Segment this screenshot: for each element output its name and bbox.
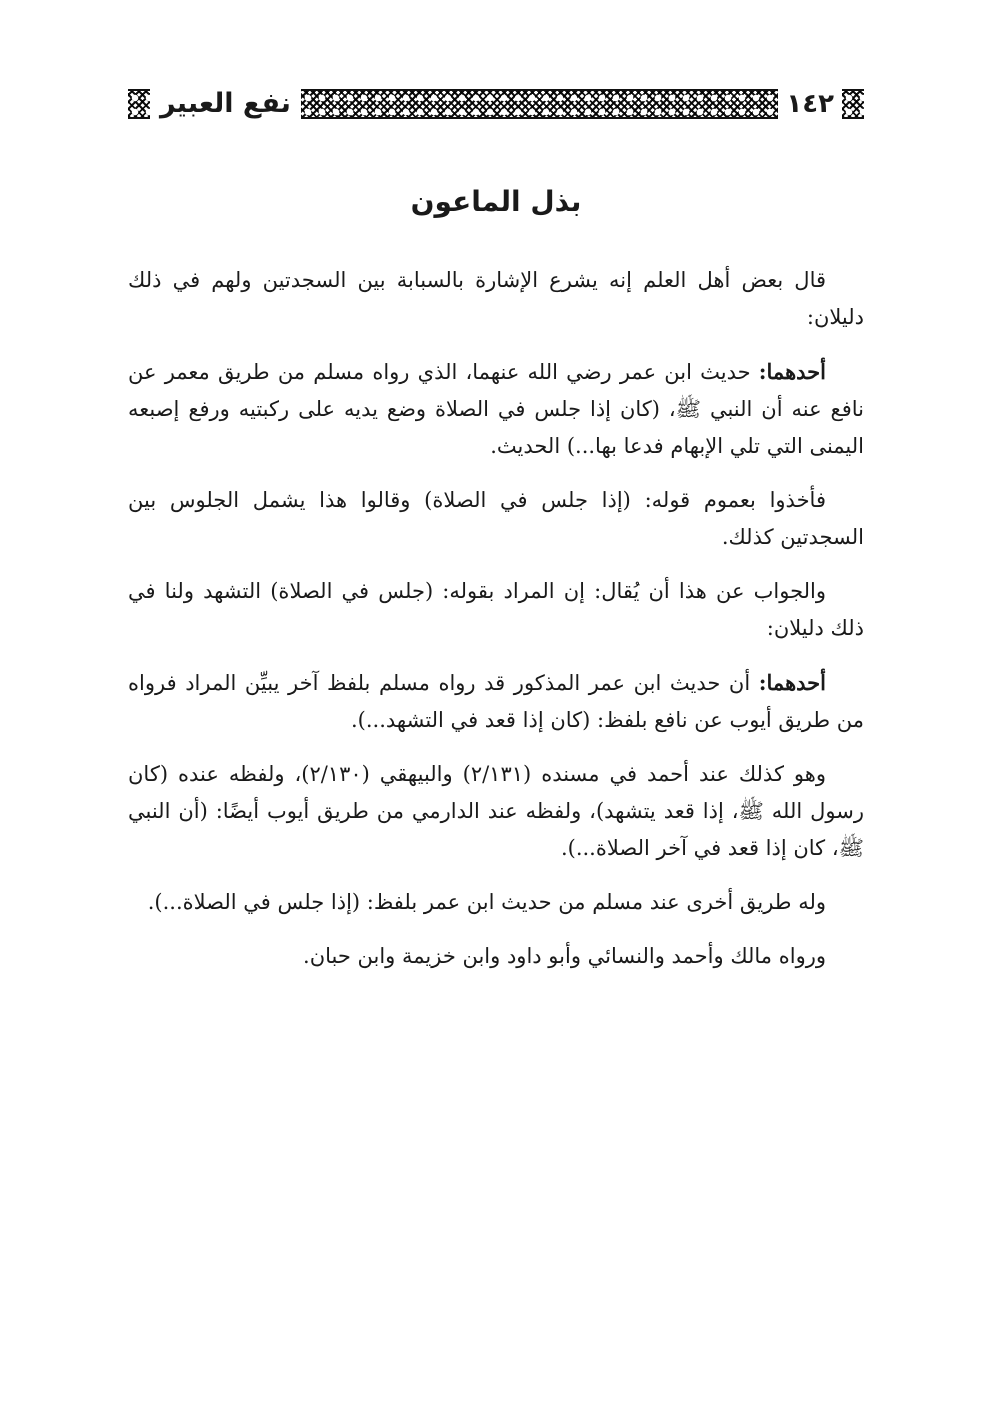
body-text xyxy=(128,262,864,992)
paragraph-4 xyxy=(128,573,864,647)
paragraph-7 xyxy=(128,884,864,921)
page-header xyxy=(128,86,864,122)
section-title: بذل الماعون xyxy=(410,185,582,218)
paragraph-text: فأخذوا بعموم قوله: (إذا جلس في الصلاة) وقالوا هذا يشمل الجلوس بين السجدتين كذلك. xyxy=(128,488,864,549)
paragraph-lead: أحدهما: xyxy=(758,359,826,384)
paragraph-text: قال بعض أهل العلم إنه يشرع الإشارة بالسبابة بين السجدتين ولهم في ذلك دليلان: xyxy=(128,268,864,329)
paragraph-text: والجواب عن هذا أن يُقال: إن المراد بقوله: (جلس في الصلاة) التشهد ولنا في ذلك دليلان: xyxy=(128,579,864,640)
paragraph-3 xyxy=(128,482,864,556)
paragraph-2 xyxy=(128,353,864,465)
paragraph-text: أن حديث ابن عمر المذكور قد رواه مسلم بلفظ آخر يبيِّن المراد فرواه من طريق أيوب عن نافع بلفظ: (كان إذا قعد في التشهد...). xyxy=(128,671,864,732)
page-number: ١٤٢ xyxy=(786,89,834,119)
book-title: نفع العبير xyxy=(160,88,291,119)
paragraph-1 xyxy=(128,262,864,336)
ornament-band xyxy=(301,89,779,119)
paragraph-text: حديث ابن عمر رضي الله عنهما، الذي رواه مسلم من طريق معمر عن نافع عنه أن النبي ﷺ، (كان إذا جلس في الصلاة وضع يديه على ركبتيه ورفع إصبعه اليمنى التي تلي الإبهام فدعا بها...) الحديث. xyxy=(128,360,864,458)
paragraph-6 xyxy=(128,756,864,867)
paragraph-text: ورواه مالك وأحمد والنسائي وأبو داود وابن خزيمة وابن حبان. xyxy=(303,944,826,968)
paragraph-lead: أحدهما: xyxy=(758,670,826,695)
paragraph-5 xyxy=(128,664,864,739)
paragraph-8 xyxy=(128,938,864,975)
ornament-right xyxy=(842,89,864,119)
paragraph-text: وله طريق أخرى عند مسلم من حديث ابن عمر بلفظ: (إذا جلس في الصلاة...). xyxy=(147,890,826,914)
paragraph-text: وهو كذلك عند أحمد في مسنده (٢/١٣١) والبيهقي (٢/١٣٠)، ولفظه عنده (كان رسول الله ﷺ، إذا قعد يتشهد)، ولفظه عند الدارمي من طريق أيوب أيضًا: (أن النبي ﷺ، كان إذا قعد في آخر الصلاة...). xyxy=(128,762,864,860)
ornament-left xyxy=(128,89,150,119)
